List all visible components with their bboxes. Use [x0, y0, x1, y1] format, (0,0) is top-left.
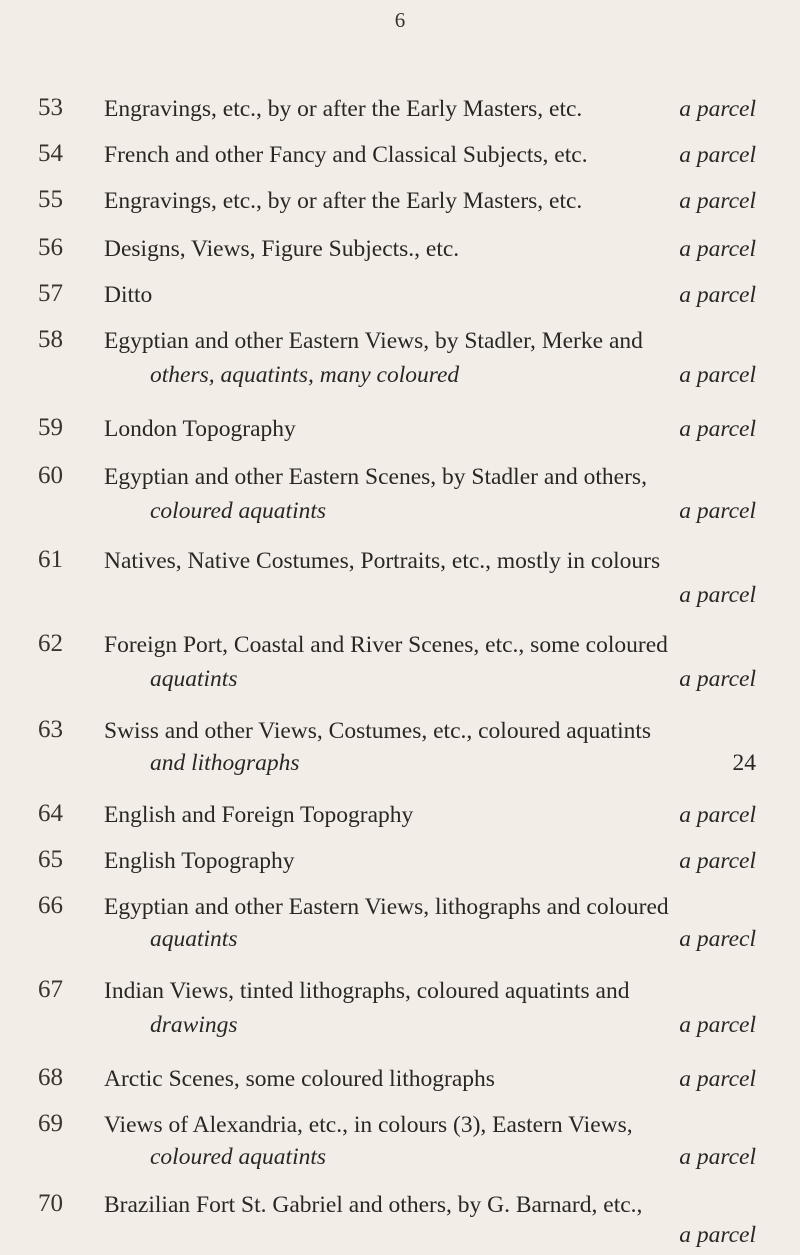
- lot-description: Foreign Port, Coastal and River Scenes, etc., some coloured: [104, 632, 668, 658]
- lot-description: Indian Views, tinted lithographs, coloured aquatints and: [104, 978, 630, 1004]
- lot-description: Natives, Native Costumes, Portraits, etc., mostly in colours: [104, 548, 661, 574]
- lot-quantity: a parcel: [679, 666, 756, 692]
- lot-description: Egyptian and other Eastern Scenes, by Stadler and others,: [104, 464, 647, 490]
- lot-number: 55: [38, 186, 63, 213]
- lot-description-continued: coloured aquatints: [150, 1144, 327, 1170]
- lot-description-continued: others, aquatints, many coloured: [150, 362, 460, 388]
- lot-number: 62: [38, 630, 63, 657]
- lot-number: 60: [38, 462, 63, 489]
- lot-number: 59: [38, 414, 63, 441]
- lot-number: 54: [38, 140, 63, 167]
- lot-number: 57: [38, 280, 63, 307]
- lot-description: Egyptian and other Eastern Views, lithographs and coloured: [104, 894, 669, 920]
- lot-description-continued: coloured aquatints: [150, 498, 327, 524]
- lot-description: English and Foreign Topography: [104, 802, 414, 828]
- lot-number: 61: [38, 546, 63, 573]
- lot-description: Ditto: [104, 282, 153, 308]
- lot-description-continued: aquatints: [150, 666, 238, 692]
- lot-description-continued: aquatints: [150, 926, 238, 952]
- lot-quantity: a parcel: [679, 362, 756, 388]
- lot-description: Engravings, etc., by or after the Early Masters, etc.: [104, 188, 583, 214]
- page-number: 6: [394, 8, 406, 32]
- lot-number: 56: [38, 234, 63, 261]
- lot-number: 65: [38, 846, 63, 873]
- lot-description-continued: drawings: [150, 1012, 238, 1038]
- lot-quantity: a parcel: [679, 848, 756, 874]
- lot-quantity: a parcel: [679, 282, 756, 308]
- lot-number: 68: [38, 1064, 63, 1091]
- lot-description: French and other Fancy and Classical Subjects, etc.: [104, 142, 588, 168]
- lot-quantity: a parcel: [679, 416, 756, 442]
- lot-description: London Topography: [104, 416, 296, 442]
- lot-number: 66: [38, 892, 63, 919]
- lot-number: 69: [38, 1110, 63, 1137]
- lot-description: English Topography: [104, 848, 295, 874]
- lot-description: Brazilian Fort St. Gabriel and others, by G. Barnard, etc.,: [104, 1192, 643, 1218]
- lot-description: Swiss and other Views, Costumes, etc., coloured aquatints: [104, 718, 652, 744]
- lot-number: 64: [38, 800, 63, 827]
- lot-number: 70: [38, 1190, 63, 1217]
- lot-description: Egyptian and other Eastern Views, by Stadler, Merke and: [104, 328, 643, 354]
- lot-description: Arctic Scenes, some coloured lithographs: [104, 1066, 495, 1092]
- lot-quantity: a parcel: [679, 802, 756, 828]
- lot-number: 67: [38, 976, 63, 1003]
- lot-quantity: a parcel: [679, 236, 756, 262]
- lot-quantity: a parcel: [679, 1012, 756, 1038]
- lot-quantity: a parcel: [679, 1144, 756, 1170]
- lot-quantity: a parcel: [679, 1066, 756, 1092]
- lot-number: 53: [38, 94, 63, 121]
- lot-quantity: a parcel: [679, 498, 756, 524]
- lot-description: Engravings, etc., by or after the Early Masters, etc.: [104, 96, 583, 122]
- lot-quantity: 24: [732, 750, 756, 776]
- lot-number: 63: [38, 716, 63, 743]
- lot-quantity: a parcel: [679, 1222, 756, 1248]
- lot-number: 58: [38, 326, 63, 353]
- lot-quantity: a parcel: [679, 142, 756, 168]
- lot-quantity: a parcel: [679, 96, 756, 122]
- lot-quantity: a parcel: [679, 188, 756, 214]
- lot-description-continued: and lithographs: [150, 750, 300, 776]
- lot-description: Designs, Views, Figure Subjects., etc.: [104, 236, 460, 262]
- lot-quantity: a parcel: [679, 582, 756, 608]
- lot-description: Views of Alexandria, etc., in colours (3), Eastern Views,: [104, 1112, 633, 1138]
- lot-quantity: a parecl: [679, 926, 756, 952]
